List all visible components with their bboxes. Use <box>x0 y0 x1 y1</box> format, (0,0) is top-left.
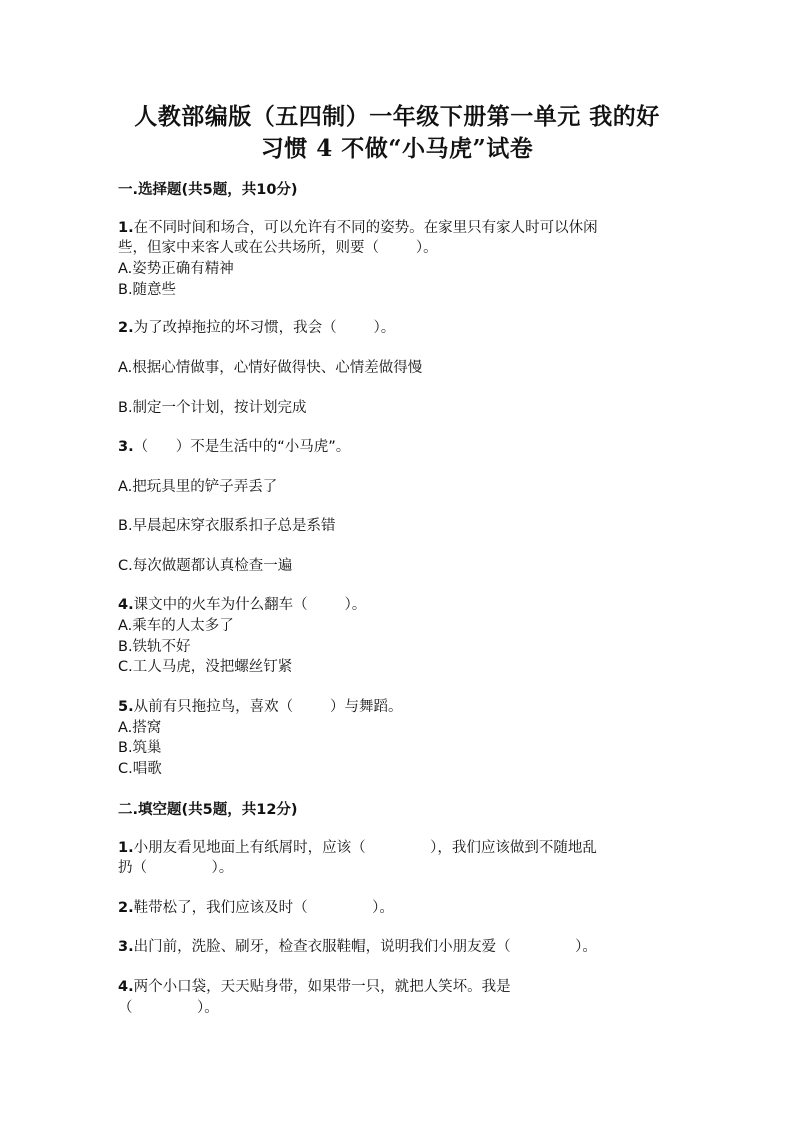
fill-question-2 <box>118 898 394 918</box>
question-number: 4. <box>118 979 134 995</box>
question-text: 为了改掉拖拉的坏习惯，我会（ ）。 <box>133 320 396 336</box>
question-number: 1. <box>118 840 134 856</box>
question-1-line-1 <box>118 218 598 238</box>
question-3-option-c: C.每次做题都认真检查一遍 <box>118 558 293 574</box>
question-text: 鞋带松了，我们应该及时（ ）。 <box>133 900 394 916</box>
question-text: （ ）不是生活中的“小马虎”。 <box>133 439 351 455</box>
question-2-option-a: A.根据心情做事，心情好做得快、心情差做得慢 <box>118 360 423 376</box>
question-text: 出门前，洗脸、刷牙，检查衣服鞋帽，说明我们小朋友爱（ ）。 <box>133 939 597 955</box>
question-text: 从前有只拖拉鸟，喜欢（ ）与舞蹈。 <box>133 699 403 715</box>
section-heading-choice: 一.选择题(共5题，共10分) <box>118 182 298 198</box>
question-2 <box>118 318 395 338</box>
title-line-1: 人教部编版（五四制）一年级下册第一单元 我的好 <box>134 103 660 130</box>
section-heading-fill-in: 二.填空题(共5题，共12分) <box>118 802 298 818</box>
question-3-option-b: B.早晨起床穿衣服系扣子总是系错 <box>118 518 336 534</box>
question-5 <box>118 697 402 717</box>
question-number: 3. <box>118 939 134 955</box>
question-number: 2. <box>118 320 134 336</box>
question-number: 1. <box>118 220 134 236</box>
question-1-line-2: 些，但家中来客人或在公共场所，则要（ ）。 <box>118 240 438 256</box>
question-text: 两个小口袋，天天贴身带，如果带一只，就把人笑坏。我是 <box>133 979 511 995</box>
question-number: 5. <box>118 699 134 715</box>
fill-question-1-line-1 <box>118 838 597 858</box>
question-4-option-a: A.乘车的人太多了 <box>118 618 234 634</box>
question-number: 3. <box>118 439 134 455</box>
question-5-option-a: A.搭窝 <box>118 720 162 736</box>
question-4-option-b: B.铁轨不好 <box>118 639 191 655</box>
question-1-option-b: B.随意些 <box>118 282 177 298</box>
fill-question-1-line-2: 扔（ ）。 <box>118 860 234 876</box>
question-number: 2. <box>118 900 134 916</box>
question-4-option-c: C.工人马虎，没把螺丝钉紧 <box>118 659 293 675</box>
question-2-option-b: B.制定一个计划，按计划完成 <box>118 400 307 416</box>
question-5-option-b: B.筑巢 <box>118 740 162 756</box>
fill-question-3 <box>118 937 597 957</box>
question-3-option-a: A.把玩具里的铲子弄丢了 <box>118 479 278 495</box>
question-4 <box>118 595 366 615</box>
question-3 <box>118 437 350 457</box>
question-1-option-a: A.姿势正确有精神 <box>118 261 234 277</box>
question-text: 课文中的火车为什么翻车（ ）。 <box>133 597 367 613</box>
question-5-option-c: C.唱歌 <box>118 761 162 777</box>
question-text: 小朋友看见地面上有纸屑时，应该（ ），我们应该做到不随地乱 <box>133 840 597 856</box>
question-number: 4. <box>118 597 134 613</box>
fill-question-4-line-1 <box>118 977 511 997</box>
title-line-2: 习惯 4 不做“小马虎”试卷 <box>260 135 534 162</box>
question-text: 在不同时间和场合，可以允许有不同的姿势。在家里只有家人时可以休闲 <box>133 220 598 236</box>
fill-question-4-line-2: （ ）。 <box>118 1000 219 1016</box>
